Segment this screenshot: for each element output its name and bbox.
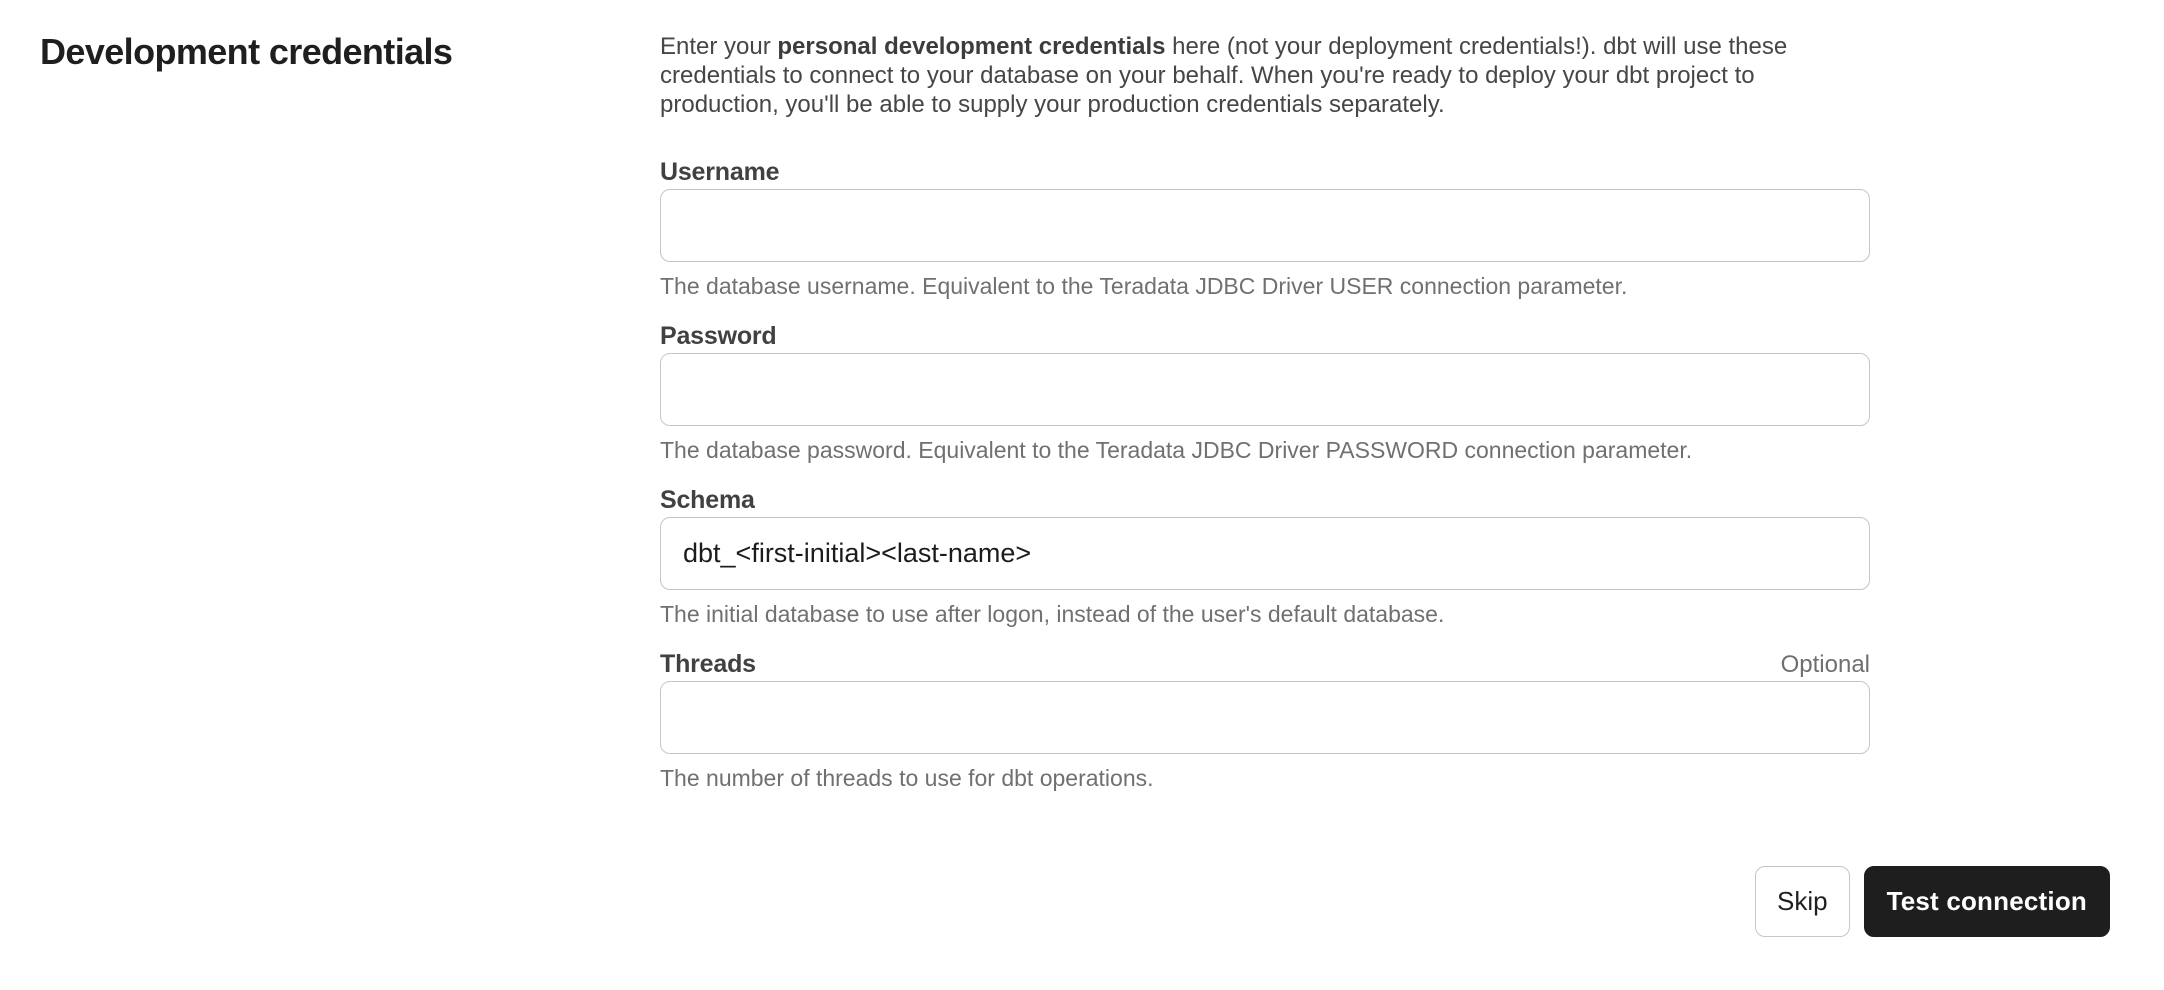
description-bold: personal development credentials xyxy=(777,33,1166,60)
footer-actions xyxy=(1755,866,2110,937)
description-suffix: here (not your deployment credentials!). dbt will use these credentials to connect to your database on your behalf. When you're ready to deploy your dbt project to production, you'll be able to supply your production credentials separately. xyxy=(660,33,1788,118)
threads-input[interactable] xyxy=(660,681,1870,754)
schema-label-row xyxy=(660,485,1870,516)
username-helper-text: The database username. Equivalent to the Teradata JDBC Driver USER connection parameter. xyxy=(660,273,1628,299)
page-title: Development credentials xyxy=(40,31,453,72)
threads-label: Threads xyxy=(660,650,756,678)
password-input[interactable] xyxy=(660,353,1870,426)
password-label-row xyxy=(660,321,1870,352)
password-label: Password xyxy=(660,322,777,350)
test-connection-button[interactable]: Test connection xyxy=(1864,866,2110,937)
username-field-group xyxy=(660,157,1870,301)
credentials-form xyxy=(660,30,1870,813)
threads-field-group xyxy=(660,649,1870,793)
username-label-row xyxy=(660,157,1870,188)
skip-button[interactable]: Skip xyxy=(1755,866,1850,937)
username-input[interactable] xyxy=(660,189,1870,262)
threads-helper-text: The number of threads to use for dbt operations. xyxy=(660,765,1154,791)
title-column xyxy=(40,30,660,74)
password-field-group xyxy=(660,321,1870,465)
schema-input[interactable] xyxy=(660,517,1870,590)
schema-label: Schema xyxy=(660,486,755,514)
schema-field-group xyxy=(660,485,1870,629)
form-description xyxy=(660,32,1870,119)
username-label: Username xyxy=(660,158,780,186)
password-helper-text: The database password. Equivalent to the Teradata JDBC Driver PASSWORD connection parameter. xyxy=(660,437,1693,463)
schema-helper-text: The initial database to use after logon, instead of the user's default database. xyxy=(660,601,1445,627)
threads-optional-tag: Optional xyxy=(1780,651,1870,678)
description-prefix: Enter your xyxy=(660,33,778,60)
threads-label-row xyxy=(660,649,1870,680)
